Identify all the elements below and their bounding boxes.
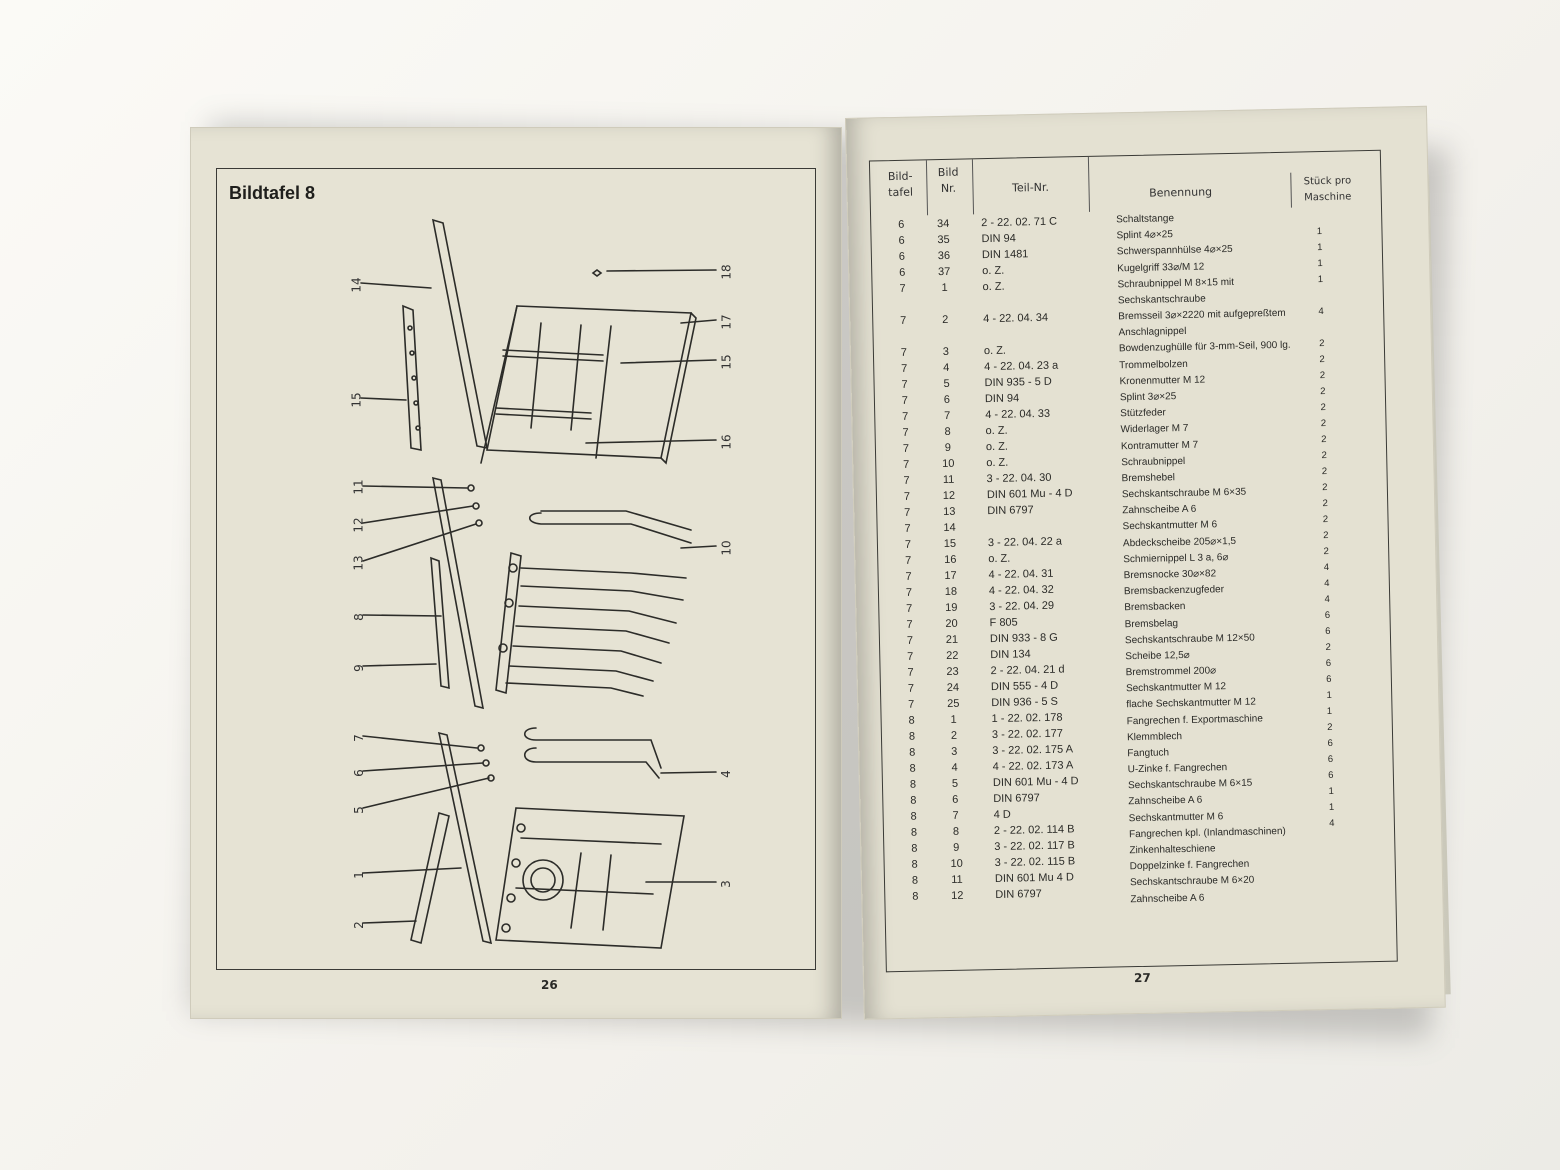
cell-benennung: Doppelzinke f. Fangrechen: [1129, 858, 1250, 873]
cell-benennung: Kontramutter M 7: [1120, 439, 1199, 452]
callout-14: 14: [349, 277, 364, 293]
cell-benennung: Bremsbelag: [1124, 617, 1179, 630]
cell-bildtafel: 8: [909, 778, 917, 791]
cell-teil-nr: DIN 935 - 5 D: [984, 375, 1052, 390]
cell-bild-nr: 8: [944, 425, 951, 438]
cell-benennung: Schmiernippel L 3 a, 6⌀: [1123, 551, 1229, 566]
cell-bildtafel: 7: [906, 634, 914, 647]
cell-bildtafel: 6: [899, 266, 906, 279]
callout-11: 11: [351, 479, 366, 495]
cell-bild-nr: 20: [945, 617, 958, 631]
cell-stueck: 2: [1322, 497, 1328, 510]
cell-bild-nr: 12: [942, 489, 956, 503]
callout-7: 7: [351, 734, 366, 742]
callout-10: 10: [719, 540, 734, 556]
cell-benennung: Fangrechen f. Exportmaschine: [1126, 712, 1263, 727]
cell-bildtafel: 8: [909, 762, 916, 775]
cell-bild-nr: 25: [947, 697, 960, 710]
cell-teil-nr: 3 - 22. 04. 22 a: [987, 535, 1063, 550]
cell-bildtafel: 7: [900, 346, 908, 359]
cell-bild-nr: 17: [944, 569, 957, 583]
cell-teil-nr: o. Z.: [982, 264, 1005, 278]
cell-stueck: 2: [1320, 417, 1327, 430]
cell-bild-nr: 2: [950, 729, 958, 742]
cell-bild-nr: 12: [951, 889, 964, 902]
cell-benennung: Anschlagnippel: [1118, 326, 1187, 339]
header-stueck: Stück pro Maschine: [1303, 175, 1352, 204]
cell-bild-nr: 4: [943, 361, 950, 374]
cell-bildtafel: 7: [900, 314, 907, 327]
cell-benennung: Trommelbolzen: [1119, 358, 1188, 371]
callout-3: 3: [718, 880, 733, 888]
cell-stueck: 1: [1328, 785, 1334, 798]
cell-bildtafel: 7: [902, 410, 909, 423]
header-bildtafel: Bild- tafel: [887, 169, 914, 200]
cell-bildtafel: 7: [901, 362, 908, 375]
cell-benennung: Bremsnocke 30⌀×82: [1123, 568, 1217, 582]
cell-stueck: [1312, 850, 1352, 851]
cell-bildtafel: 7: [904, 506, 911, 519]
cell-benennung: Bowdenzughülle für 3-mm-Seil, 900 lg.: [1118, 340, 1291, 355]
cell-bildtafel: 7: [903, 474, 910, 487]
cell-bildtafel: 8: [912, 890, 919, 903]
callout-17: 17: [719, 314, 734, 330]
header-bild-nr: Bild Nr.: [937, 165, 959, 196]
cell-bild-nr: 21: [945, 633, 959, 647]
cell-bildtafel: 7: [905, 554, 912, 567]
cell-bild-nr: 10: [942, 457, 955, 471]
cell-benennung: Sechskantschraube: [1117, 293, 1206, 307]
cell-benennung: Klemmblech: [1126, 730, 1183, 743]
cell-bildtafel: 8: [910, 794, 917, 807]
cell-bildtafel: 6: [898, 234, 905, 247]
cell-stueck: 2: [1323, 545, 1329, 558]
cell-bild-nr: 34: [936, 217, 950, 231]
cell-stueck: 2: [1321, 449, 1327, 462]
cell-benennung: Zahnscheibe A 6: [1128, 795, 1203, 808]
callout-18: 18: [719, 264, 734, 280]
cell-bildtafel: 8: [911, 842, 918, 855]
cell-stueck: 2: [1319, 354, 1325, 366]
cell-benennung: Bremshebel: [1121, 472, 1176, 485]
cell-teil-nr: 1 - 22. 02. 178: [991, 711, 1063, 726]
cell-bildtafel: 7: [908, 698, 915, 711]
cell-bild-nr: 36: [937, 249, 951, 263]
cell-bildtafel: 8: [910, 810, 917, 823]
cell-benennung: Schwerspannhülse 4⌀×25: [1116, 244, 1233, 258]
cell-stueck: 2: [1319, 370, 1326, 382]
cell-benennung: Splint 4⌀×25: [1116, 229, 1173, 242]
cell-bild-nr: 10: [950, 857, 963, 870]
cell-bild-nr: [925, 298, 965, 299]
cell-bild-nr: 7: [944, 409, 951, 422]
cell-bild-nr: 6: [943, 393, 951, 406]
cell-benennung: Fangtuch: [1127, 747, 1170, 760]
cell-stueck: 6: [1328, 769, 1334, 782]
cell-benennung: Sechskantschraube M 6×35: [1121, 486, 1247, 501]
cell-stueck: 1: [1317, 242, 1323, 254]
cell-bildtafel: 7: [901, 378, 908, 391]
cell-stueck: [1301, 290, 1341, 291]
cell-bild-nr: 5: [943, 377, 950, 390]
cell-bildtafel: 7: [902, 442, 910, 455]
cell-bildtafel: 8: [911, 874, 919, 887]
cell-bildtafel: 7: [906, 602, 913, 615]
cell-stueck: 2: [1320, 401, 1326, 414]
page-number-right: 27: [1133, 970, 1151, 986]
header-teil-nr: Teil-Nr.: [1011, 180, 1050, 195]
cell-bild-nr: 23: [946, 665, 959, 678]
cell-bild-nr: 4: [951, 761, 958, 774]
callout-4: 4: [718, 770, 733, 778]
cell-teil-nr: 3 - 22. 04. 30: [986, 471, 1052, 486]
cell-stueck: 1: [1326, 689, 1332, 702]
cell-bildtafel: 8: [911, 858, 918, 871]
cell-teil-nr: 3 - 22. 02. 115 B: [994, 855, 1076, 870]
cell-bildtafel: 7: [905, 570, 912, 583]
cell-bild-nr: 6: [952, 793, 959, 806]
cell-benennung: Sechskantmutter M 6: [1128, 810, 1224, 824]
callout-15-right: 15: [719, 354, 734, 370]
cell-benennung: Abdeckscheibe 205⌀×1,5: [1122, 535, 1237, 549]
cell-teil-nr: DIN 601 Mu 4 D: [994, 871, 1074, 886]
cell-benennung: Zahnscheibe A 6: [1122, 503, 1197, 517]
cell-benennung: Stützfeder: [1120, 407, 1166, 420]
cell-benennung: Bremsseil 3⌀×2220 mit aufgepreßtem: [1118, 307, 1286, 323]
cell-bild-nr: 22: [946, 649, 959, 662]
cell-teil-nr: o. Z.: [985, 440, 1009, 454]
page-number-left: 26: [541, 978, 558, 992]
cell-bildtafel: 8: [910, 826, 918, 839]
cell-teil-nr: DIN 94: [981, 232, 1016, 246]
callout-12: 12: [351, 517, 366, 533]
cell-teil-nr: F 805: [989, 616, 1018, 630]
cell-bild-nr: 3: [942, 345, 950, 359]
cell-bild-nr: 18: [944, 585, 958, 599]
cell-bildtafel: [883, 298, 923, 299]
cell-benennung: Bremsbackenzugfeder: [1123, 584, 1225, 598]
cell-benennung: U-Zinke f. Fangrechen: [1127, 762, 1228, 776]
cell-stueck: [1301, 322, 1341, 323]
cell-stueck: 2: [1325, 641, 1331, 654]
callout-9: 9: [351, 664, 366, 672]
cell-bildtafel: 6: [898, 250, 906, 263]
cell-benennung: Kugelgriff 33⌀/M 12: [1117, 261, 1205, 274]
cell-teil-nr: 2 - 22. 02. 114 B: [993, 823, 1075, 838]
cell-teil-nr: DIN 601 Mu - 4 D: [986, 487, 1073, 502]
right-page-frame: [869, 150, 1398, 973]
cell-teil-nr: 2 - 22. 02. 71 C: [981, 215, 1058, 230]
cell-bild-nr: 19: [945, 601, 958, 615]
cell-benennung: Fangrechen kpl. (Inlandmaschinen): [1128, 825, 1286, 841]
cell-bildtafel: 7: [906, 618, 913, 631]
cell-bild-nr: 8: [952, 825, 960, 838]
cell-bild-nr: 5: [951, 777, 959, 790]
cell-stueck: 4: [1318, 306, 1324, 318]
cell-stueck: 4: [1324, 593, 1330, 606]
cell-bildtafel: 7: [903, 458, 910, 471]
cell-benennung: Zinkenhalteschiene: [1129, 843, 1216, 857]
cell-stueck: 4: [1323, 561, 1330, 574]
cell-bildtafel: 7: [902, 426, 909, 439]
cell-benennung: Scheibe 12,5⌀: [1125, 649, 1190, 663]
callout-8: 8: [351, 613, 366, 621]
cell-teil-nr: 4 - 22. 04. 33: [985, 407, 1051, 422]
cell-teil-nr: 2 - 22. 04. 21 d: [990, 663, 1065, 678]
cell-stueck: 6: [1325, 625, 1331, 638]
cell-bildtafel: 7: [907, 682, 915, 695]
cell-teil-nr: 4 D: [993, 808, 1011, 822]
cell-bildtafel: 6: [898, 218, 905, 231]
header-divider: [1088, 157, 1090, 212]
cell-teil-nr: 3 - 22. 02. 177: [991, 727, 1064, 742]
cell-bild-nr: 9: [944, 441, 952, 454]
cell-teil-nr: DIN 601 Mu - 4 D: [992, 775, 1079, 790]
cell-benennung: Sechskantschraube M 6×15: [1127, 777, 1253, 792]
cell-bild-nr: 15: [943, 537, 957, 551]
cell-benennung: Sechskantmutter M 12: [1125, 681, 1227, 695]
cell-teil-nr: DIN 555 - 4 D: [990, 679, 1059, 694]
cell-teil-nr: 3 - 22. 02. 117 B: [994, 839, 1075, 854]
cell-benennung: Schraubnippel: [1121, 455, 1186, 468]
callout-6: 6: [351, 769, 366, 777]
cell-benennung: flache Sechskantmutter M 12: [1126, 696, 1256, 711]
cell-bild-nr: 14: [943, 521, 956, 535]
cell-stueck: 4: [1324, 577, 1330, 590]
cell-bild-nr: 13: [943, 505, 956, 519]
cell-stueck: [1299, 210, 1339, 211]
cell-benennung: Widerlager M 7: [1120, 423, 1189, 436]
right-page: [845, 106, 1446, 1020]
cell-bild-nr: 3: [951, 745, 958, 758]
cell-teil-nr: o. Z.: [982, 280, 1005, 294]
cell-bild-nr: 16: [944, 553, 957, 567]
callout-16: 16: [719, 434, 734, 450]
cell-benennung: Kronenmutter M 12: [1119, 374, 1206, 388]
cell-stueck: 2: [1320, 385, 1326, 398]
callout-13: 13: [351, 555, 366, 571]
cell-stueck: 2: [1323, 529, 1329, 542]
cell-teil-nr: 4 - 22. 04. 23 a: [984, 359, 1059, 374]
cell-bildtafel: 7: [904, 538, 912, 551]
cell-benennung: Zahnscheibe A 6: [1130, 892, 1205, 905]
cell-teil-nr: DIN 1481: [981, 248, 1029, 262]
cell-stueck: 1: [1317, 274, 1324, 286]
exploded-drawing: [191, 128, 841, 1018]
cell-benennung: Bremstrommel 200⌀: [1125, 665, 1217, 679]
cell-bildtafel: 7: [907, 650, 914, 663]
cell-stueck: 2: [1322, 481, 1328, 494]
cell-bildtafel: 7: [904, 522, 911, 535]
cell-teil-nr: DIN 933 - 8 G: [989, 631, 1058, 646]
cell-bildtafel: 7: [899, 282, 906, 295]
cell-teil-nr: o. Z.: [983, 344, 1007, 358]
cell-stueck: 2: [1321, 465, 1328, 478]
callout-1: 1: [351, 871, 366, 879]
cell-stueck: 2: [1319, 338, 1325, 350]
cell-stueck: 6: [1326, 673, 1332, 686]
cell-bildtafel: 8: [908, 730, 916, 743]
callout-15: 15: [349, 392, 364, 408]
cell-stueck: 6: [1324, 609, 1331, 622]
cell-bild-nr: [925, 330, 965, 331]
cell-stueck: [1313, 866, 1353, 867]
cell-bild-nr: 9: [953, 841, 960, 854]
cell-teil-nr: 4 - 22. 02. 173 A: [992, 759, 1074, 774]
cell-bild-nr: 1: [950, 713, 957, 726]
cell-bildtafel: 7: [901, 394, 909, 407]
cell-teil-nr: DIN 6797: [987, 504, 1034, 518]
cell-teil-nr: 3 - 22. 02. 175 A: [992, 743, 1074, 758]
cell-bildtafel: [883, 330, 923, 331]
cell-bildtafel: 8: [908, 714, 915, 727]
cell-stueck: 2: [1327, 721, 1333, 734]
cell-teil-nr: 4 - 22. 04. 31: [988, 567, 1054, 582]
callout-2: 2: [351, 921, 366, 929]
cell-bild-nr: 11: [942, 473, 955, 487]
cell-stueck: 4: [1329, 817, 1335, 830]
cell-stueck: 6: [1327, 737, 1333, 750]
cell-bild-nr: 1: [941, 281, 948, 295]
cell-bild-nr: 24: [946, 681, 960, 694]
cell-teil-nr: 4 - 22. 04. 34: [983, 311, 1049, 326]
cell-stueck: 1: [1317, 258, 1323, 270]
cell-teil-nr: 3 - 22. 04. 29: [989, 599, 1055, 614]
cell-stueck: 1: [1328, 801, 1335, 814]
cell-stueck: 2: [1322, 513, 1329, 526]
cell-stueck: [1313, 882, 1353, 883]
cell-bild-nr: 2: [942, 313, 949, 327]
cell-teil-nr: o. Z.: [985, 424, 1008, 438]
cell-stueck: 1: [1326, 705, 1333, 718]
cell-teil-nr: DIN 94: [984, 392, 1020, 406]
cell-bild-nr: 7: [952, 809, 959, 822]
cell-teil-nr: DIN 936 - 5 S: [991, 695, 1059, 710]
cell-benennung: Sechskantmutter M 6: [1122, 519, 1218, 533]
cell-teil-nr: DIN 6797: [993, 792, 1040, 806]
cell-bild-nr: 37: [937, 265, 951, 279]
cell-benennung: Schraubnippel M 8×15 mit: [1117, 276, 1235, 291]
cell-benennung: Sechskantschraube M 6×20: [1129, 874, 1255, 889]
cell-bild-nr: 35: [937, 233, 950, 247]
cell-teil-nr: 4 - 22. 04. 32: [988, 583, 1054, 598]
cell-benennung: Bremsbacken: [1124, 601, 1186, 614]
cell-teil-nr: o. Z.: [988, 552, 1011, 566]
cell-stueck: 6: [1325, 657, 1332, 670]
cell-benennung: Sechskantschraube M 12×50: [1124, 632, 1255, 646]
cell-stueck: 2: [1321, 433, 1327, 446]
cell-benennung: Schaltstange: [1116, 213, 1175, 226]
callout-5: 5: [351, 806, 366, 814]
cell-bildtafel: 7: [903, 490, 911, 503]
cell-teil-nr: DIN 134: [990, 648, 1031, 662]
cell-stueck: 1: [1316, 226, 1323, 238]
cell-stueck: [1312, 834, 1352, 835]
header-divider: [972, 159, 974, 214]
left-page: [190, 127, 842, 1019]
cell-bildtafel: 7: [907, 666, 914, 679]
cell-bild-nr: 11: [951, 873, 963, 886]
cell-stueck: 6: [1327, 753, 1334, 766]
page-title: Bildtafel 8: [229, 183, 316, 203]
cell-bildtafel: 7: [905, 586, 913, 599]
cell-teil-nr: o. Z.: [986, 456, 1009, 470]
cell-teil-nr: DIN 6797: [995, 888, 1042, 902]
cell-benennung: Splint 3⌀×25: [1119, 391, 1177, 404]
cell-bildtafel: 8: [909, 746, 916, 759]
header-benennung: Benennung: [1149, 185, 1213, 200]
